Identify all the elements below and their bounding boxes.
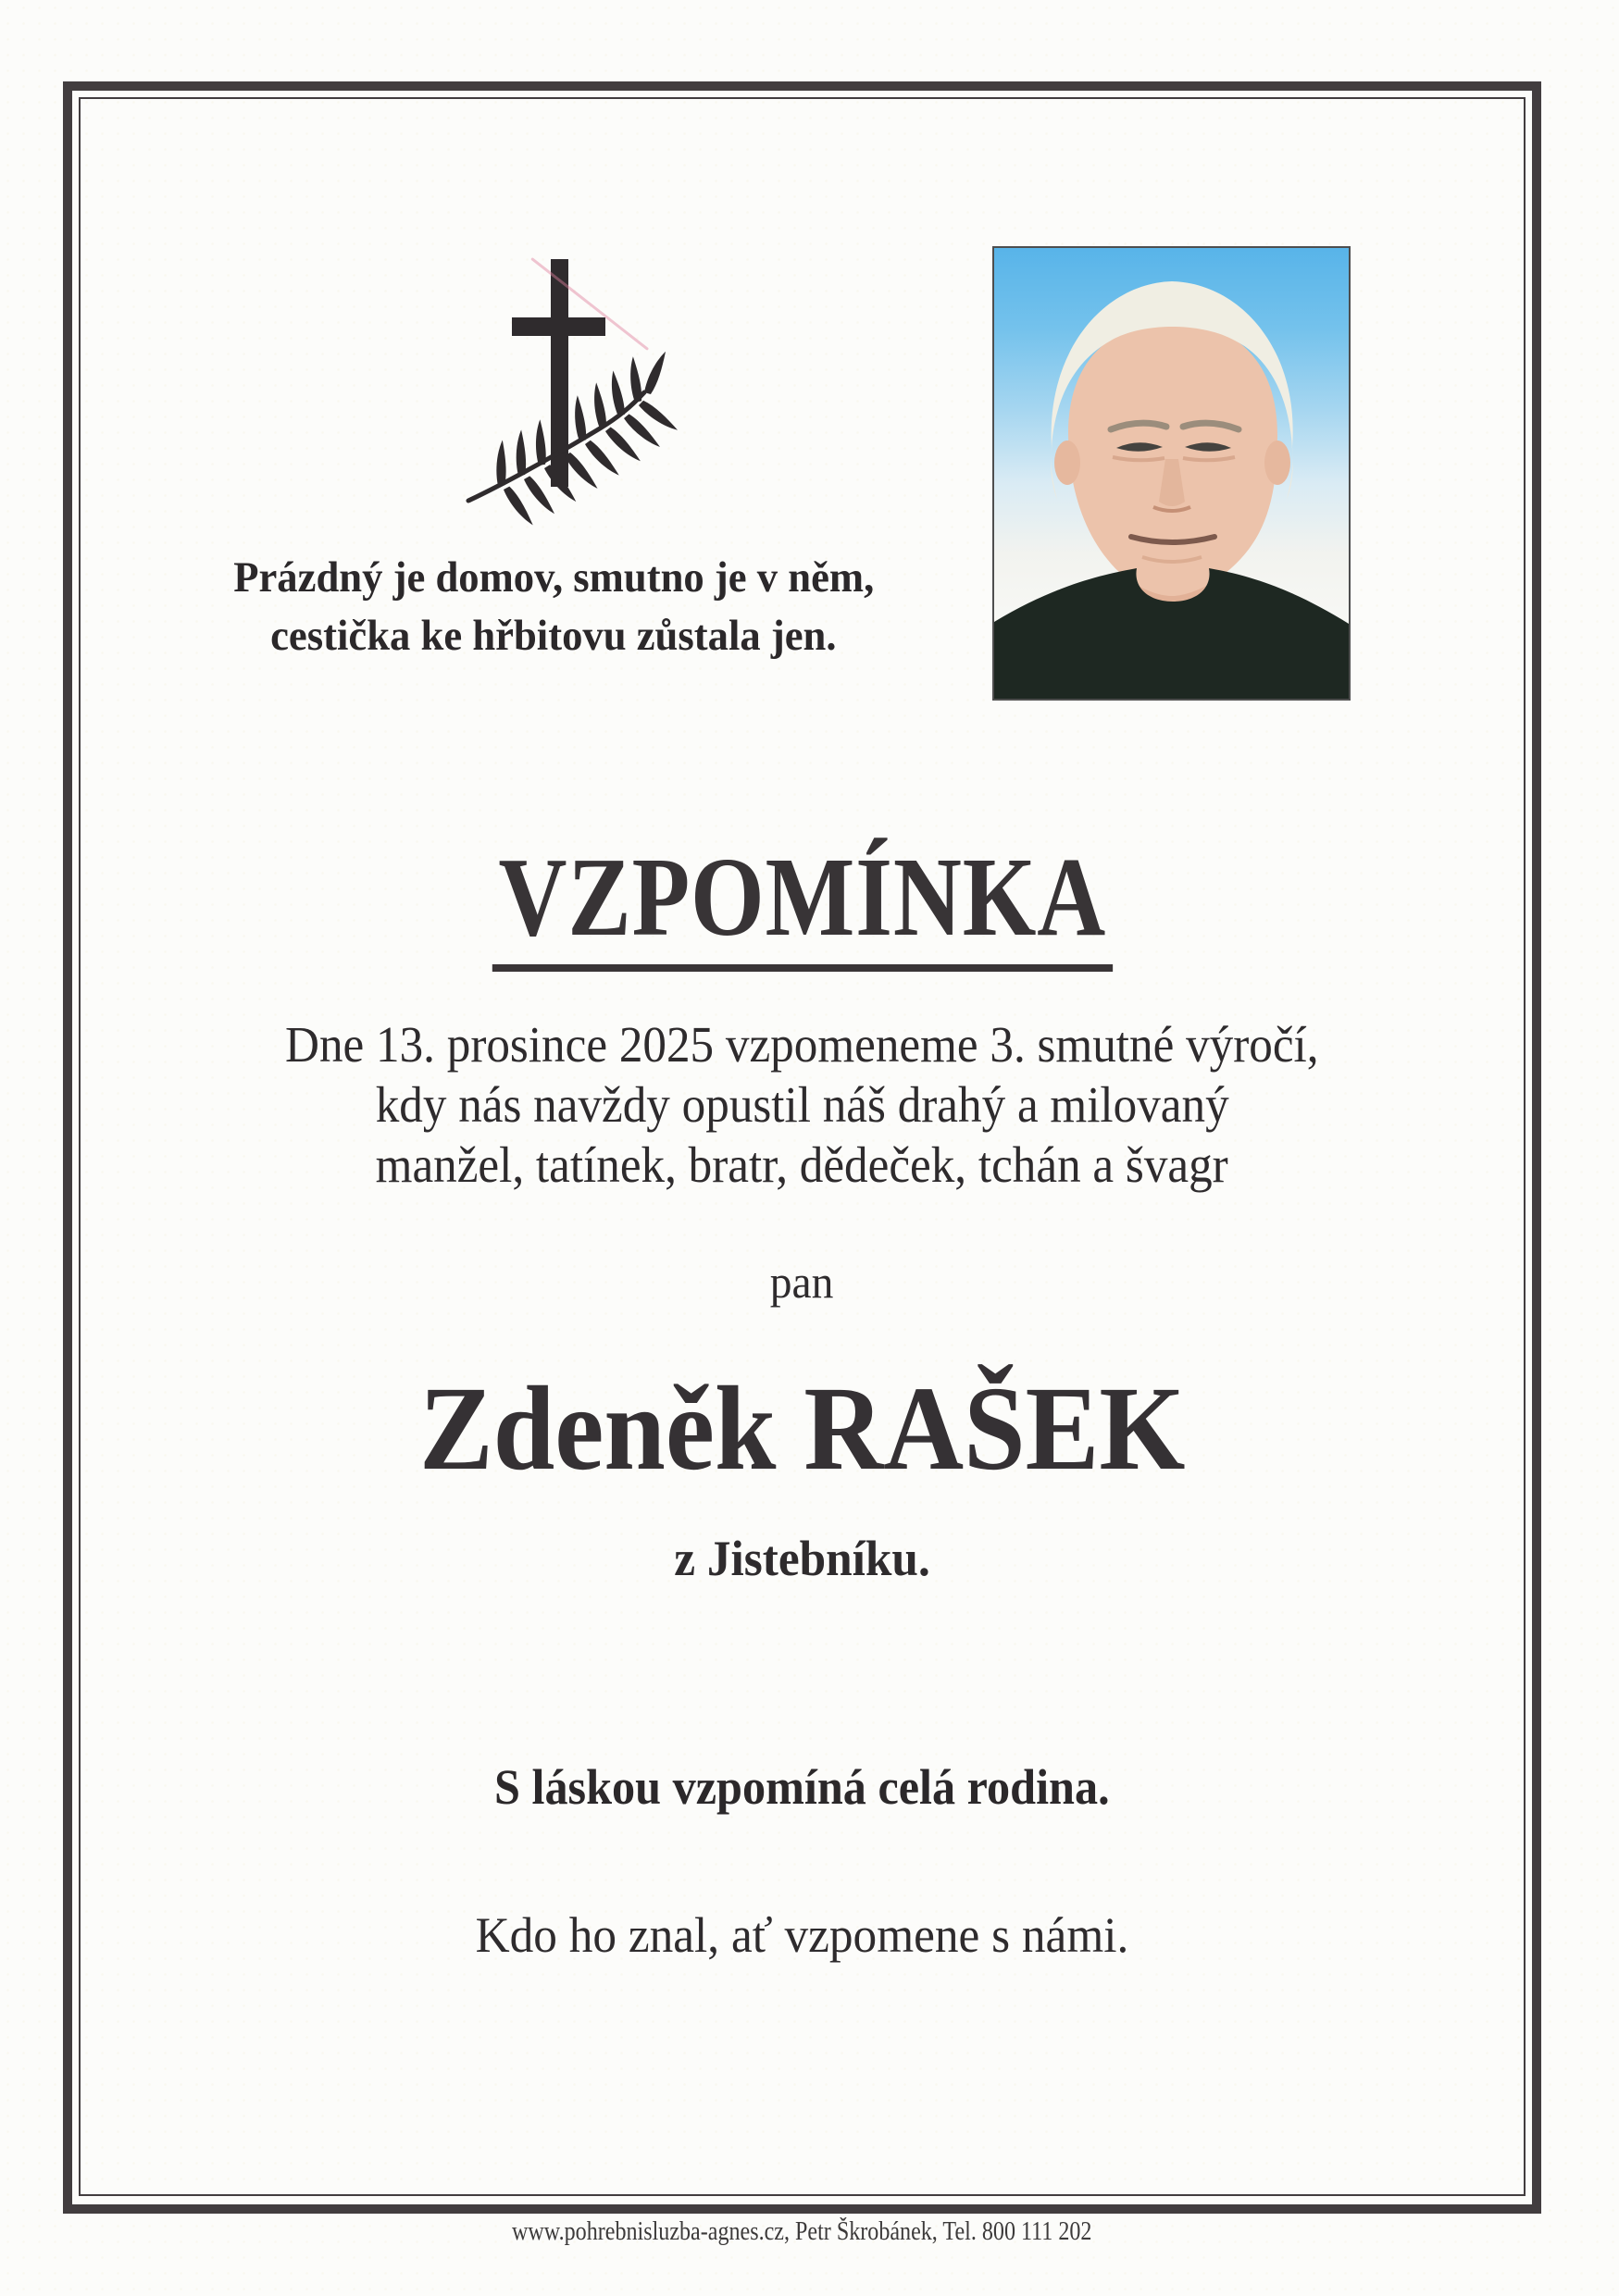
- card-content: [63, 81, 1541, 2214]
- memorial-verse: [91, 549, 1016, 665]
- verse-line-1: Prázdný je domov, smutno je v něm,: [232, 553, 875, 602]
- closing-line: S láskou vzpomíná celá rodina.: [494, 1759, 1110, 1815]
- announcement-line-1: Dne 13. prosince 2025 vzpomeneme 3. smutné výročí,: [285, 1016, 1319, 1073]
- origin-line: z Jistebníku.: [674, 1531, 930, 1586]
- portrait-photo: [992, 246, 1351, 701]
- announcement-line-3: manžel, tatínek, bratr, dědeček, tchán a švagr: [375, 1136, 1229, 1193]
- announcement-line-2: kdy nás navždy opustil náš drahý a milovaný: [375, 1076, 1229, 1133]
- page-title: VZPOMÍNKA: [492, 838, 1112, 972]
- funeral-service-footer: www.pohrebnisluzba-agnes.cz, Petr Škrobánek, Tel. 800 111 202: [512, 2217, 1092, 2246]
- remembrance-note: Kdo ho znal, ať vzpomene s námi.: [475, 1907, 1129, 1963]
- cross-icon: [463, 243, 713, 530]
- deceased-name: Zdeněk RAŠEK: [418, 1362, 1186, 1496]
- honorific: pan: [770, 1256, 834, 1308]
- announcement-paragraph: [63, 1014, 1541, 1195]
- verse-line-2: cestička ke hřbitovu zůstala jen.: [270, 612, 837, 660]
